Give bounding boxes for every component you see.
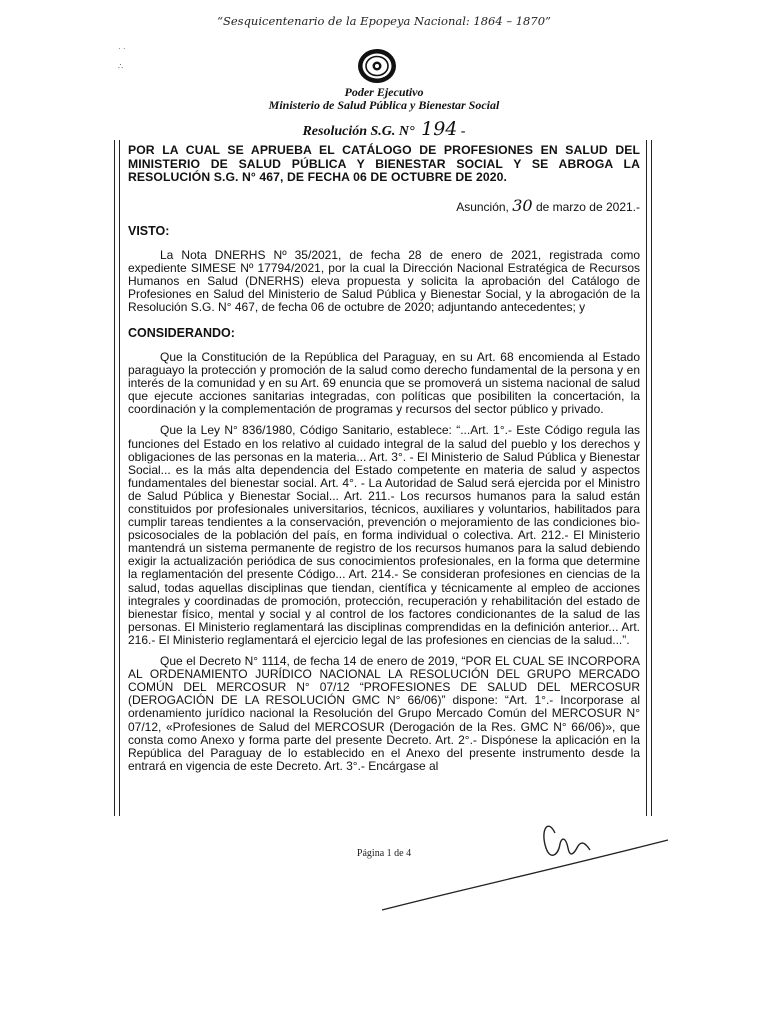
commemorative-motto: “Sesquicentenario de la Epopeya Nacional: 1864 – 1870”: [217, 14, 551, 28]
issue-date: [128, 196, 640, 215]
considerando-paragraph-1: Que la Constitución de la República del Paraguay, en su Art. 68 encomienda al Estado paraguayo la protección y promoción de la salud como derecho fundamental de la persona y en interés de la comunidad y en su Art. 69 enuncia que se promoverá un sistema nacional de salud que ejecute acciones sanitarias integradas, con políticas que posibiliten la concertación, la coordinación y la complementación de programas y recursos del sector público y privado.: [128, 349, 640, 417]
header-branch: Poder Ejecutivo: [344, 85, 424, 99]
considerando-heading: CONSIDERANDO:: [128, 325, 235, 340]
right-margin-rule: [646, 140, 652, 816]
header-ministry: Ministerio de Salud Pública y Bienestar Social: [268, 98, 500, 112]
resolution-label: Resolución S.G. N°: [302, 124, 415, 139]
date-suffix: de marzo de 2021.-: [535, 199, 640, 214]
resolution-title: POR LA CUAL SE APRUEBA EL CATÁLOGO DE PROFESIONES EN SALUD DEL MINISTERIO DE SALUD PÚBLICA Y BIENESTAR SOCIAL Y SE ABROGA LA RESOLUCIÓN S.G. N° 467, DE FECHA 06 DE OCTUBRE DE 2020.: [128, 143, 640, 184]
considerando-paragraph-3: Que el Decreto N° 1114, de fecha 14 de enero de 2019, “POR EL CUAL SE INCORPORA AL ORDENAMIENTO JURÍDICO NACIONAL LA RESOLUCIÓN DEL GRUPO MERCADO COMÚN DEL MERCOSUR N° 07/12 “PROFESIONES DE SALUD DEL MERCOSUR (DEROGACIÓN DE LA RESOLUCIÓN GMC N° 66/06)” dispone: “Art. 1°.- Incorporase al ordenamiento jurídico nacional la Resolución del Grupo Mercado Común del MERCOSUR N° 07/12, «Profesiones de Salud del MERCOSUR (Derogación de la Res. GMC N° 66/06)», que consta como Anexo y forma parte del presente Decreto. Art. 2°.- Dispónese la aplicación en la República del Paraguay de lo establecido en el Anexo del presente instrumento desde la entrará en vigencia de este Decreto. Art. 3°.- Encárgase al: [128, 654, 640, 773]
considerando-paragraph-2: Que la Ley N° 836/1980, Código Sanitario, establece: “...Art. 1°.- Este Código regula las funciones del Estado en los relativo al cuidado integral de la salud del pueblo y los derechos y obligaciones de las personas en la materia... Art. 3°. - El Ministerio de Salud Pública y Bienestar Social... es la más alta dependencia del Estado competente en materia de salud y aspectos fundamentales del bienestar social. Art. 4°. - La Autoridad de Salud será ejercida por el Ministro de Salud Pública y Bienestar Social... Art. 211.- Los recursos humanos para la salud están constituidos por profesionales universitarios, técnicos, auxiliares y voluntarios, habilitados para cumplir tareas tendientes a la conservación, prevención o mejoramiento de las condiciones bio-psicosociales de la población del país, en forma individual o colectiva. Art. 212.- El Ministerio mantendrá un sistema permanente de registro de los recursos humanos para la salud debiendo exigir la actualización periódica de sus conocimientos profesionales, en la forma que determine la reglamentación del presente Código... Art. 214.- Se consideran profesiones en ciencias de la salud, todas aquellas disciplinas que tiendan, científica y técnicamente al empleo de acciones integrales y coordinadas de promoción, protección, recuperación y rehabilitación del estado de bienestar físico, mental y social y al control de los factores condicionantes de la salud de las personas. El Ministerio reglamentará las disciplinas comprendidas en la definición anterior... Art. 216.- El Ministerio reglamentará el ejercicio legal de las profesiones en ciencias de la salud...”.: [128, 423, 640, 647]
date-day-handwritten: 30: [512, 195, 533, 215]
issuer-header: [0, 86, 768, 112]
national-seal-icon: [356, 46, 398, 86]
visto-paragraph: La Nota DNERHS Nº 35/2021, de fecha 28 de enero de 2021, registrada como expediente SIMESE Nº 17794/2021, por la cual la Dirección Nacional Estratégica de Recursos Humanos en Salud (DNERHS) eleva propuesta y solicita la aprobación del Catálogo de Profesiones en Salud del Ministerio de Salud Pública y Bienestar Social, y la abrogación de la Resolución S.G. N° 467, de fecha 06 de octubre de 2020; adjuntando antecedentes; y: [128, 247, 640, 314]
page-number: Página 1 de 4: [356, 848, 412, 859]
date-prefix: Asunción,: [456, 199, 509, 214]
visto-heading: VISTO:: [128, 223, 170, 238]
resolution-number: [0, 118, 768, 140]
resolution-suffix: -: [460, 124, 466, 139]
handwritten-signature: [380, 808, 680, 918]
resolution-handwritten-number: 194: [421, 118, 458, 140]
scan-marks: · · ∴: [118, 44, 126, 71]
document-body: [128, 144, 640, 773]
left-margin-rule: [114, 140, 120, 816]
